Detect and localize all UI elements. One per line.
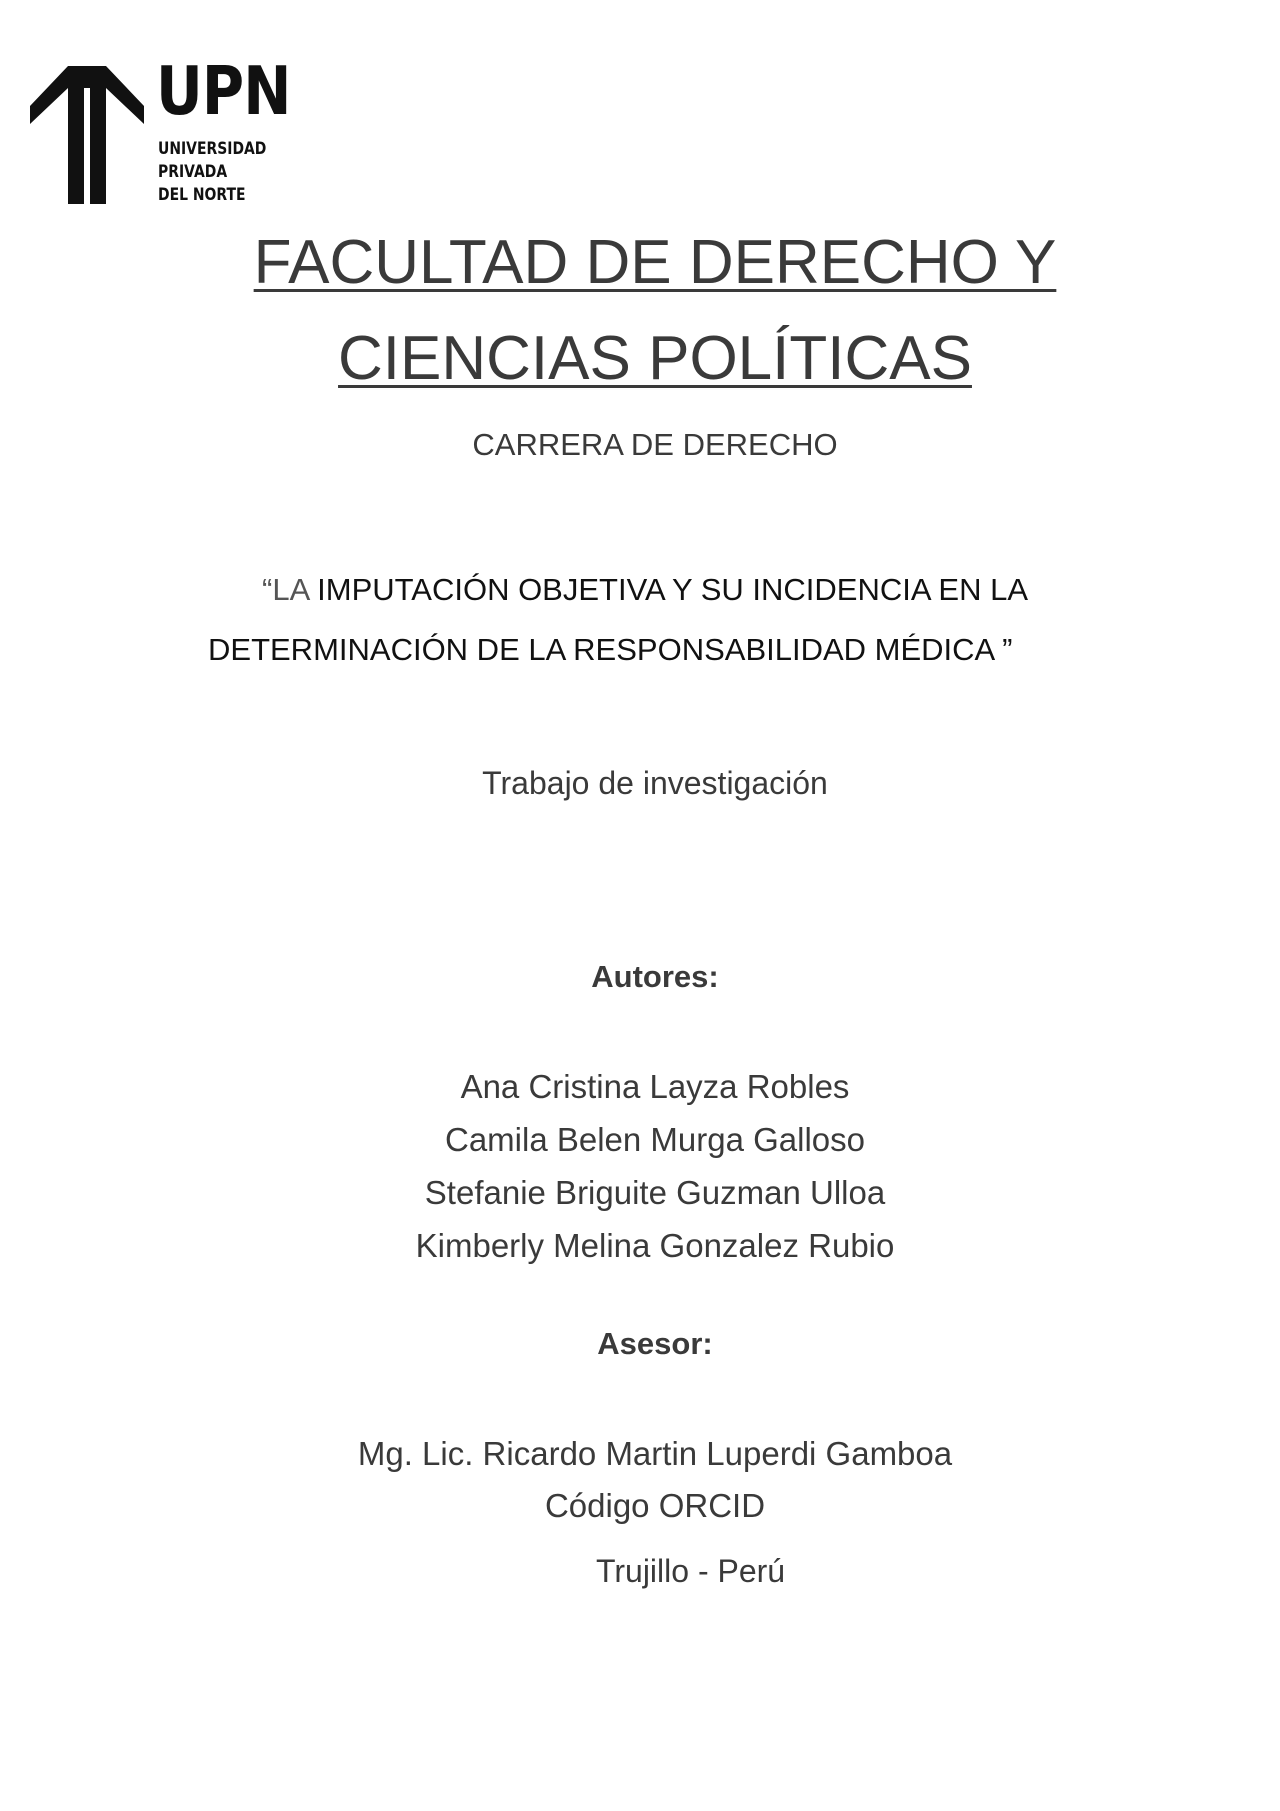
upn-arrow-logo-icon: [30, 66, 144, 204]
author-name: Ana Cristina Layza Robles: [460, 1068, 850, 1105]
city-country: Trujillo - Perú: [596, 1553, 786, 1589]
university-logo: [30, 52, 291, 207]
faculty-title: [0, 215, 1280, 407]
author-name: Camila Belen Murga Galloso: [444, 1121, 866, 1158]
logo-name-line: UNIVERSIDAD: [158, 139, 267, 159]
logo-acronym: UPN: [156, 52, 291, 130]
advisor-heading: Asesor:: [597, 1326, 713, 1361]
orcid-label: Código ORCID: [544, 1487, 766, 1524]
faculty-title-line: CIENCIAS POLÍTICAS: [338, 324, 972, 393]
logo-name-line: PRIVADA: [158, 162, 228, 182]
faculty-title-line: FACULTAD DE DERECHO Y: [253, 228, 1057, 297]
author-name: Kimberly Melina Gonzalez Rubio: [415, 1227, 895, 1264]
author-name: Stefanie Briguite Guzman Ulloa: [424, 1174, 886, 1211]
logo-name-line: DEL NORTE: [158, 185, 246, 205]
advisor-block: [0, 1428, 1280, 1532]
thesis-title-line: DETERMINACIÓN DE LA RESPONSABILIDAD MÉDICA ”: [208, 632, 1013, 667]
thesis-title: [208, 560, 1138, 680]
thesis-title-text: IMPUTACIÓN OBJETIVA Y SU INCIDENCIA EN LA: [308, 572, 1029, 607]
thesis-open-quote: “LA: [262, 572, 309, 607]
authors-list: [0, 1060, 1280, 1272]
career-name: CARRERA DE DERECHO: [472, 427, 838, 462]
work-type: Trabajo de investigación: [482, 765, 828, 801]
advisor-name: Mg. Lic. Ricardo Martin Luperdi Gamboa: [357, 1435, 953, 1472]
authors-heading: Autores:: [591, 959, 719, 994]
logo-university-name: [158, 138, 266, 207]
thesis-title-line: [208, 560, 1138, 620]
